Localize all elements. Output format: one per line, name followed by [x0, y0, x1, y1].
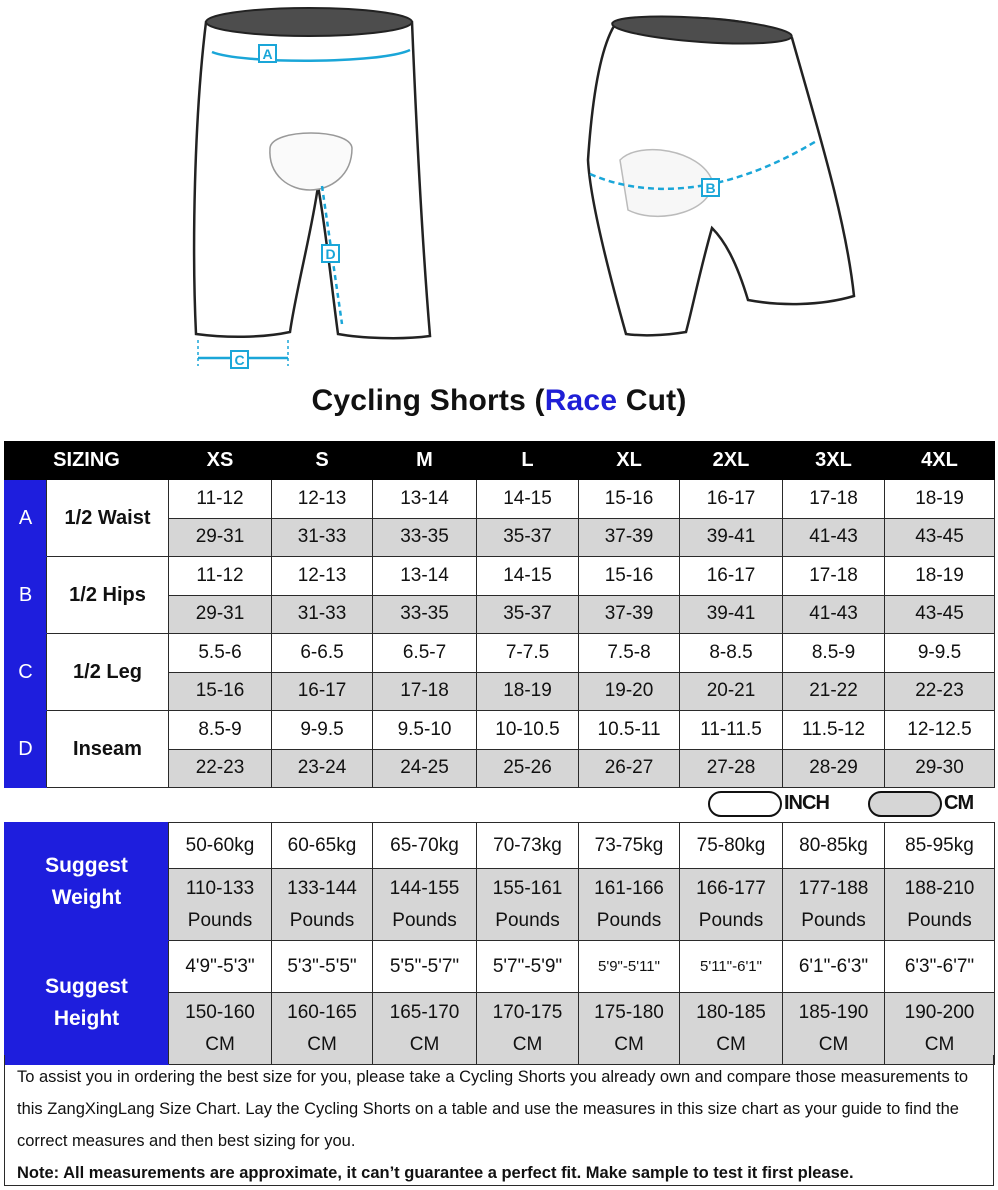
- weight-lb-value: 166-177: [696, 877, 766, 899]
- inch-legend-label: INCH: [784, 792, 829, 814]
- height-cm: [680, 993, 783, 1065]
- inch-value: 10-10.5: [477, 711, 579, 750]
- unit-legend: [4, 786, 994, 822]
- table-row: [5, 634, 995, 673]
- inch-value: 11-12: [169, 480, 272, 519]
- pounds-unit: Pounds: [801, 909, 866, 931]
- cm-value: 41-43: [783, 595, 885, 634]
- cm-value: 26-27: [579, 749, 680, 788]
- inch-value: 12-13: [272, 557, 373, 596]
- height-cm: [169, 993, 272, 1065]
- cm-value: 28-29: [783, 749, 885, 788]
- height-cm-value: 175-180: [594, 1001, 664, 1023]
- weight-lb-value: 161-166: [594, 877, 664, 899]
- svg-text:A: A: [262, 46, 273, 62]
- cm-value: 29-31: [169, 518, 272, 557]
- inch-value: 11.5-12: [783, 711, 885, 750]
- marker-b: [702, 179, 719, 196]
- weight-kg: 50-60kg: [169, 823, 272, 869]
- height-cm-value: 165-170: [389, 1001, 460, 1023]
- cm-unit: CM: [205, 1033, 235, 1055]
- height-cm: [477, 993, 579, 1065]
- inch-value: 8.5-9: [783, 634, 885, 673]
- cm-value: 15-16: [169, 672, 272, 711]
- suggest-height-line2: Height: [53, 1006, 120, 1030]
- svg-text:B: B: [705, 180, 716, 196]
- inch-value: 5.5-6: [169, 634, 272, 673]
- sizing-header: SIZING: [5, 442, 169, 480]
- height-ft: 6'1"-6'3": [783, 941, 885, 993]
- inch-value: 13-14: [373, 557, 477, 596]
- suggest-height-label: [5, 941, 169, 1065]
- cm-value: 35-37: [477, 595, 579, 634]
- inch-value: 11-11.5: [680, 711, 783, 750]
- height-cm-value: 190-200: [904, 1001, 975, 1023]
- inch-value: 16-17: [680, 557, 783, 596]
- cm-value: 39-41: [680, 518, 783, 557]
- table-row: [5, 711, 995, 750]
- cm-value: 31-33: [272, 518, 373, 557]
- size-header-xs: XS: [169, 442, 272, 480]
- cm-value: 43-45: [885, 518, 995, 557]
- cm-value: 27-28: [680, 749, 783, 788]
- cm-value: 29-31: [169, 595, 272, 634]
- inch-value: 9-9.5: [885, 634, 995, 673]
- height-cm: [373, 993, 477, 1065]
- inch-value: 8-8.5: [680, 634, 783, 673]
- row-letter: B: [5, 557, 47, 634]
- pounds-unit: Pounds: [289, 909, 355, 931]
- front-shorts-drawing: [194, 8, 430, 366]
- back-shorts-drawing: [588, 12, 854, 336]
- height-cm: [579, 993, 680, 1065]
- inch-swatch: [708, 791, 782, 817]
- pounds-unit: Pounds: [495, 909, 560, 931]
- cm-value: 20-21: [680, 672, 783, 711]
- size-header-2xl: 2XL: [680, 442, 783, 480]
- weight-kg: 85-95kg: [885, 823, 995, 869]
- weight-kg: 60-65kg: [272, 823, 373, 869]
- size-header-xl: XL: [579, 442, 680, 480]
- row-label: 1/2 Waist: [47, 480, 169, 557]
- weight-lb-value: 155-161: [492, 877, 563, 899]
- cm-value: 31-33: [272, 595, 373, 634]
- weight-kg: 65-70kg: [373, 823, 477, 869]
- svg-text:C: C: [234, 352, 245, 368]
- cm-value: 22-23: [169, 749, 272, 788]
- cm-unit: CM: [716, 1033, 746, 1055]
- inch-value: 10.5-11: [579, 711, 680, 750]
- weight-lb-value: 188-210: [904, 877, 975, 899]
- size-header-s: S: [272, 442, 373, 480]
- inch-value: 14-15: [477, 557, 579, 596]
- cm-value: 39-41: [680, 595, 783, 634]
- inch-value: 17-18: [783, 480, 885, 519]
- weight-lb: [477, 869, 579, 941]
- cm-value: 22-23: [885, 672, 995, 711]
- size-table: [4, 441, 995, 788]
- suggest-weight-label: [5, 823, 169, 941]
- inch-value: 13-14: [373, 480, 477, 519]
- size-header-l: L: [477, 442, 579, 480]
- weight-lb: [680, 869, 783, 941]
- marker-c: [231, 351, 248, 368]
- suggest-weight-line1: Suggest: [45, 853, 128, 877]
- disclaimer-note: Note: All measurements are approximate, it can’t guarantee a perfect fit. Make sample to test it first please.: [17, 1164, 854, 1182]
- height-ft: 5'9"-5'11": [579, 941, 680, 993]
- weight-kg: 80-85kg: [783, 823, 885, 869]
- height-cm-value: 170-175: [492, 1001, 563, 1023]
- title-highlight: Race: [544, 384, 618, 417]
- cm-value: 33-35: [373, 595, 477, 634]
- inch-value: 16-17: [680, 480, 783, 519]
- cm-value: 16-17: [272, 672, 373, 711]
- inch-value: 12-12.5: [885, 711, 995, 750]
- inch-value: 18-19: [885, 480, 995, 519]
- title-prefix: Cycling Shorts (: [311, 384, 545, 417]
- cm-value: 41-43: [783, 518, 885, 557]
- cm-value: 21-22: [783, 672, 885, 711]
- cm-value: 23-24: [272, 749, 373, 788]
- inch-value: 8.5-9: [169, 711, 272, 750]
- cm-unit: CM: [818, 1033, 849, 1055]
- cm-value: 37-39: [579, 595, 680, 634]
- inch-value: 7.5-8: [579, 634, 680, 673]
- height-cm: [885, 993, 995, 1065]
- svg-text:D: D: [325, 246, 336, 262]
- pounds-unit: Pounds: [596, 909, 662, 931]
- height-cm-value: 150-160: [185, 1001, 255, 1023]
- chart-title: [0, 384, 998, 418]
- row-label: Inseam: [47, 711, 169, 788]
- suggest-table: [4, 822, 995, 1065]
- cm-swatch: [868, 791, 942, 817]
- weight-lb: [169, 869, 272, 941]
- row-letter: D: [5, 711, 47, 788]
- weight-lb-value: 177-188: [798, 877, 869, 899]
- weight-kg: 75-80kg: [680, 823, 783, 869]
- inch-value: 14-15: [477, 480, 579, 519]
- pounds-unit: Pounds: [907, 909, 972, 931]
- cm-unit: CM: [307, 1033, 337, 1055]
- height-cm-value: 180-185: [696, 1001, 766, 1023]
- inch-value: 6-6.5: [272, 634, 373, 673]
- inch-value: 18-19: [885, 557, 995, 596]
- inch-value: 9-9.5: [272, 711, 373, 750]
- marker-a: [259, 45, 276, 62]
- inch-value: 12-13: [272, 480, 373, 519]
- inch-value: 15-16: [579, 480, 680, 519]
- table-row: [5, 557, 995, 596]
- weight-lb-value: 144-155: [389, 877, 460, 899]
- cm-value: 33-35: [373, 518, 477, 557]
- inch-value: 17-18: [783, 557, 885, 596]
- weight-kg: 70-73kg: [477, 823, 579, 869]
- row-letter: A: [5, 480, 47, 557]
- height-cm: [272, 993, 373, 1065]
- weight-lb: [783, 869, 885, 941]
- inch-value: 6.5-7: [373, 634, 477, 673]
- weight-kg: 73-75kg: [579, 823, 680, 869]
- cm-legend-label: CM: [944, 792, 974, 814]
- height-ft: 5'5"-5'7": [373, 941, 477, 993]
- suggest-weight-line2: Weight: [51, 885, 122, 909]
- weight-lb: [885, 869, 995, 941]
- row-label: 1/2 Hips: [47, 557, 169, 634]
- table-row: [5, 823, 995, 869]
- height-ft: 4'9"-5'3": [169, 941, 272, 993]
- notes-box: [4, 1055, 994, 1186]
- suggest-height-line1: Suggest: [45, 974, 128, 998]
- cm-value: 43-45: [885, 595, 995, 634]
- weight-lb: [272, 869, 373, 941]
- weight-lb: [579, 869, 680, 941]
- height-ft: 5'3"-5'5": [272, 941, 373, 993]
- height-ft: 5'11"-6'1": [680, 941, 783, 993]
- weight-lb-value: 110-133: [185, 877, 255, 899]
- row-label: 1/2 Leg: [47, 634, 169, 711]
- cm-value: 18-19: [477, 672, 579, 711]
- table-row: [5, 480, 995, 519]
- shorts-illustration: [0, 0, 998, 380]
- pounds-unit: Pounds: [698, 909, 764, 931]
- instructions-paragraph: To assist you in ordering the best size for you, please take a Cycling Shorts you already own and compare those measurements to this ZangXingLang Size Chart. Lay the Cycling Shorts on a table and use the measures in this size chart as your guide to find the correct measures and then best sizing for you.: [17, 1068, 969, 1150]
- inch-value: 15-16: [579, 557, 680, 596]
- cm-value: 37-39: [579, 518, 680, 557]
- table-row: [5, 941, 995, 993]
- title-suffix: Cut): [617, 384, 687, 417]
- inch-value: 9.5-10: [373, 711, 477, 750]
- size-header-4xl: 4XL: [885, 442, 995, 480]
- weight-lb-value: 133-144: [287, 877, 357, 899]
- cm-value: 24-25: [373, 749, 477, 788]
- cm-value: 29-30: [885, 749, 995, 788]
- height-ft: 6'3"-6'7": [885, 941, 995, 993]
- height-cm-value: 185-190: [798, 1001, 869, 1023]
- size-header-row: [5, 442, 995, 480]
- height-cm: [783, 993, 885, 1065]
- inch-value: 7-7.5: [477, 634, 579, 673]
- pounds-unit: Pounds: [392, 909, 457, 931]
- cm-unit: CM: [409, 1033, 440, 1055]
- cm-unit: CM: [512, 1033, 543, 1055]
- pounds-unit: Pounds: [187, 909, 253, 931]
- cm-value: 25-26: [477, 749, 579, 788]
- weight-lb: [373, 869, 477, 941]
- size-header-m: M: [373, 442, 477, 480]
- height-ft: 5'7"-5'9": [477, 941, 579, 993]
- cm-value: 35-37: [477, 518, 579, 557]
- marker-d: [322, 245, 339, 262]
- inch-value: 11-12: [169, 557, 272, 596]
- cm-value: 17-18: [373, 672, 477, 711]
- size-header-3xl: 3XL: [783, 442, 885, 480]
- cm-value: 19-20: [579, 672, 680, 711]
- height-cm-value: 160-165: [287, 1001, 357, 1023]
- cm-unit: CM: [614, 1033, 644, 1055]
- cm-unit: CM: [924, 1033, 955, 1055]
- row-letter: C: [5, 634, 47, 711]
